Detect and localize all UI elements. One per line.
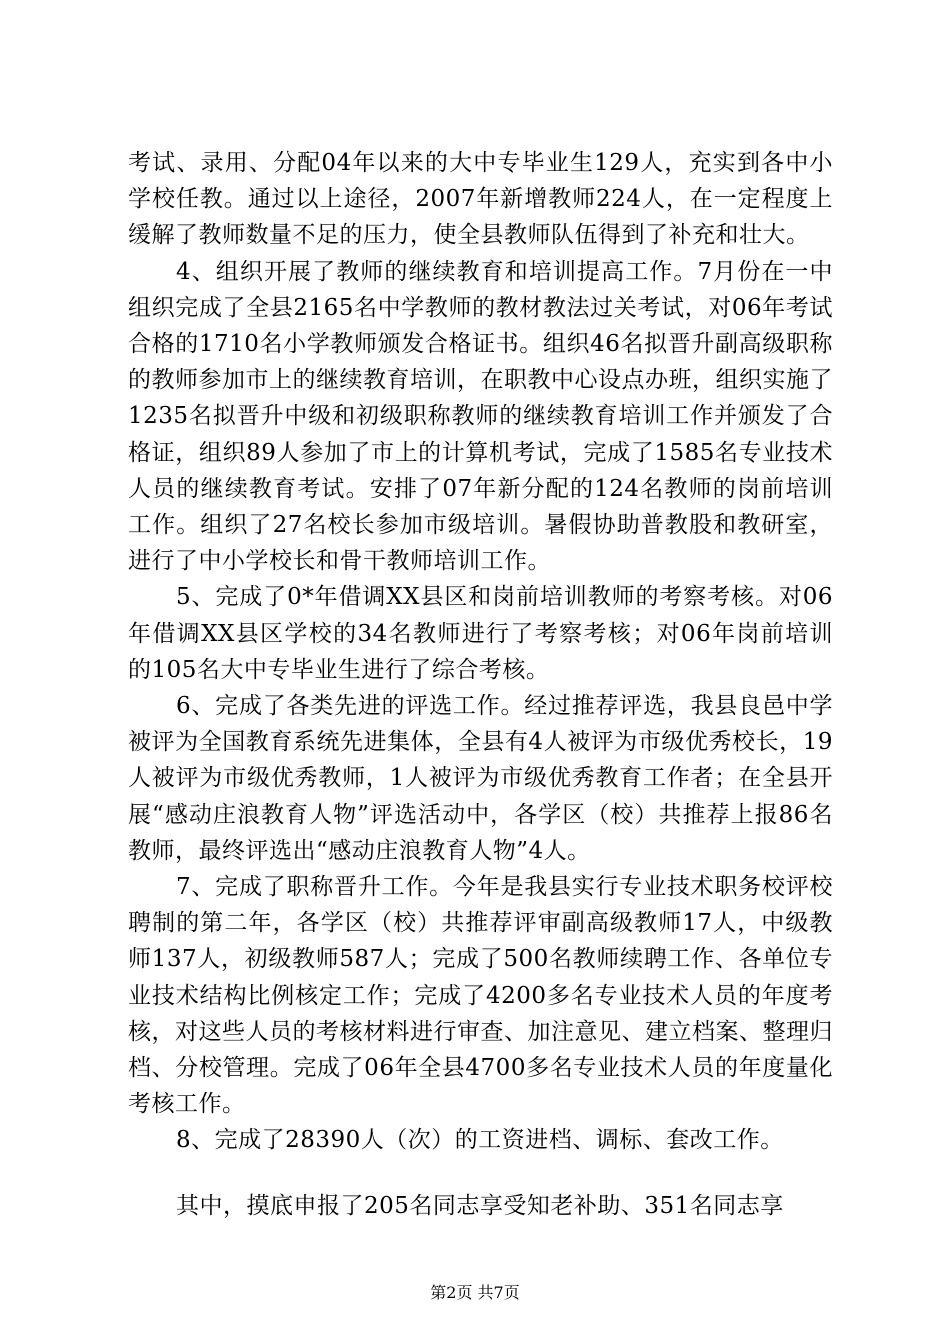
page-number-footer: 第2页 共7页 <box>430 1283 520 1302</box>
paragraph-item-6: 6、完成了各类先进的评选工作。经过推荐评选，我县良邑中学被评为全国教育系统先进集体，全县有4人被评为市级优秀校长，19人被评为市级优秀教师，1人被评为市级优秀教育工作者；在全县开展“感动庄浪教育人物”评选活动中，各学区（校）共推荐上报86名教师，最终评选出“感动庄浪教育人物”4人。 <box>128 693 833 864</box>
paragraph-item-8: 8、完成了28390人（次）的工资进档、调标、套改工作。 <box>176 1127 784 1154</box>
paragraph-item-4: 4、组织开展了教师的继续教育和培训提高工作。7月份在一中组织完成了全县2165名中学教师的教材教法过关考试，对06年考试合格的1710名小学教师颁发合格证书。组织46名拟晋升副高级职称的教师参加市上的继续教育培训，在职教中心设点办班，组织实施了1235名拟晋升中级和初级职称教师的继续教育培训工作并颁发了合格证，组织89人参加了市上的计算机考试，完成了1585名专业技术人员的继续教育考试。安排了07年新分配的124名教师的岗前培训工作。组织了27名校长参加市级培训。暑假协助普教股和教研室，进行了中小学校长和骨干教师培训工作。 <box>128 258 833 575</box>
paragraph-item-5: 5、完成了0*年借调XX县区和岗前培训教师的考察考核。对06年借调XX县区学校的34名教师进行了考察考核；对06年岗前培训的105名大中专毕业生进行了综合考核。 <box>128 584 833 683</box>
document-body <box>128 145 833 1224</box>
paragraph-item-7: 7、完成了职称晋升工作。今年是我县实行专业技术职务校评校聘制的第二年，各学区（校）共推荐评审副高级教师17人，中级教师137人，初级教师587人；完成了500名教师续聘工作、各单位专业技术结构比例核定工作；完成了4200多名专业技术人员的年度考核，对这些人员的考核材料进行审查、加注意见、建立档案、整理归档、分校管理。完成了06年全县4700多名专业技术人员的年度量化考核工作。 <box>128 874 833 1118</box>
paragraph-subsidy: 其中，摸底申报了205名同志享受知老补助、351名同志享 <box>176 1192 784 1219</box>
paragraph-continuation: 考试、录用、分配04年以来的大中专毕业生129人，充实到各中小学校任教。通过以上途径，2007年新增教师224人，在一定程度上缓解了教师数量不足的压力，使全县教师队伍得到了补充和壮大。 <box>128 150 833 249</box>
